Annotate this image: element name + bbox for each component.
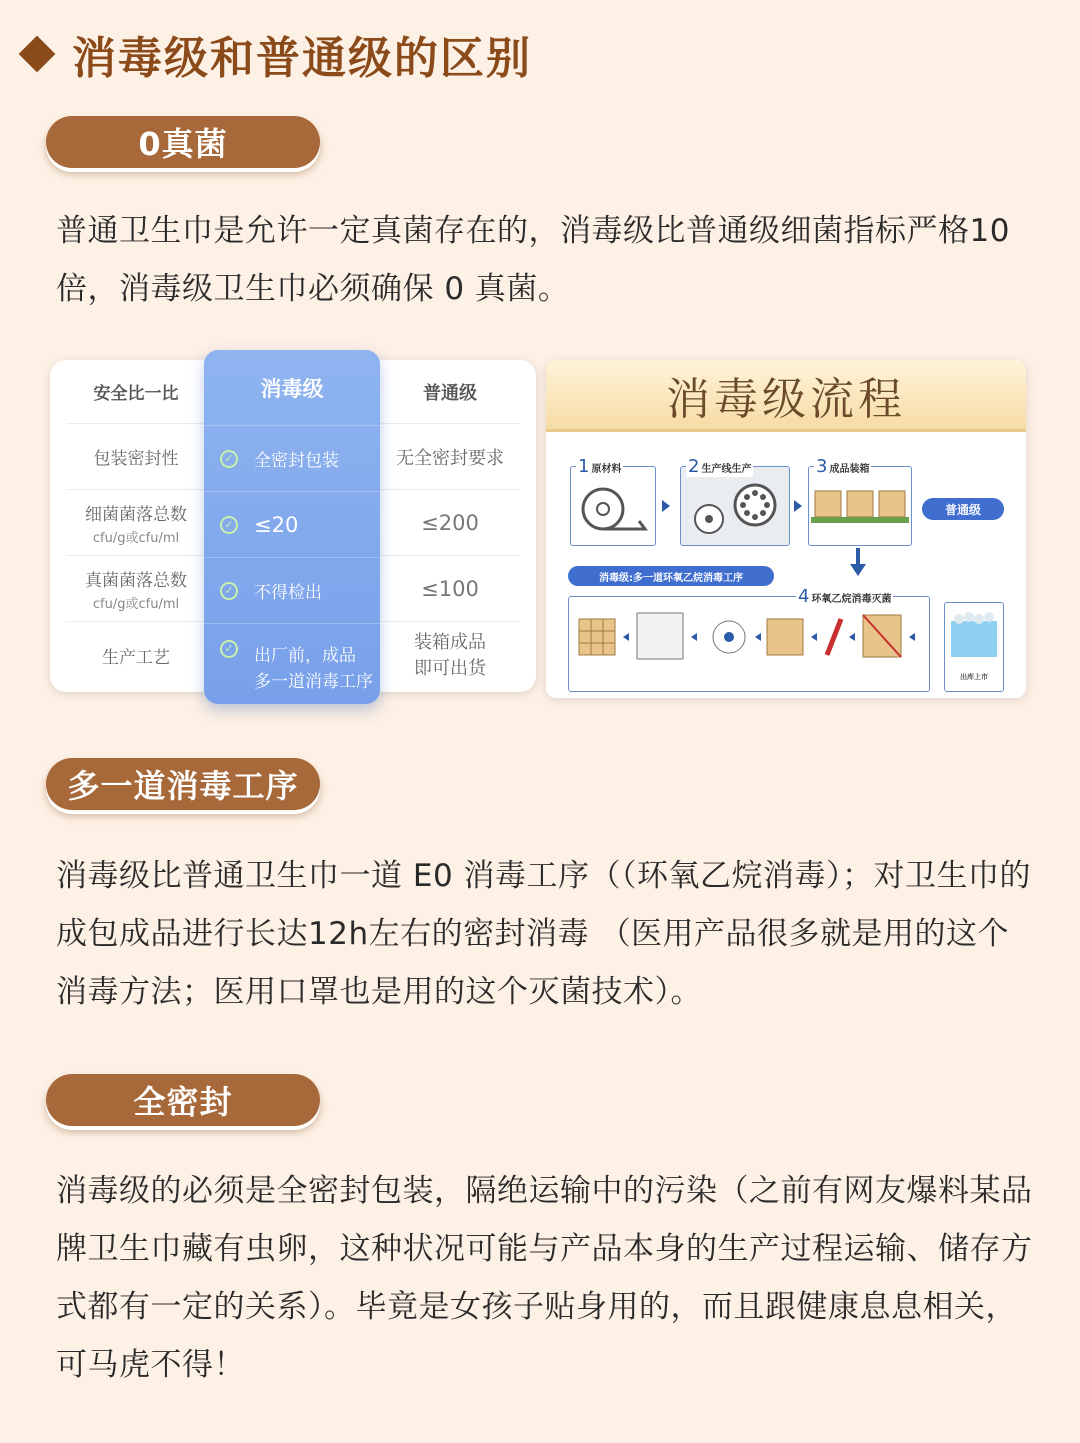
check-icon: ✓ bbox=[220, 516, 238, 534]
check-icon: ✓ bbox=[220, 450, 238, 468]
row-label-bacteria: 细菌菌落总数 cfu/g或cfu/ml bbox=[66, 490, 206, 556]
sterilize-process-icons bbox=[569, 597, 929, 691]
section-pill-fungi: 0真菌 bbox=[46, 116, 320, 168]
section-pill-seal: 全密封 bbox=[46, 1074, 320, 1126]
title-text: 消毒级和普通级的区别 bbox=[72, 33, 532, 84]
out-label: 出库上市 bbox=[960, 673, 988, 681]
step-1-label: 1 原材料 bbox=[578, 456, 622, 477]
step-3-label: 3 成品装箱 bbox=[816, 456, 870, 477]
paragraph-seal: 消毒级的必须是全密封包装，隔绝运输中的污染（之前有网友爆料某品牌卫生巾藏有虫卵，这种状况可能与产品本身的生产过程运输、储存方式都有一定的关系）。毕竟是女孩子贴身用的，而且跟健康息息相关，可马虎不得！ bbox=[56, 1173, 1033, 1383]
arrow-icon bbox=[794, 500, 802, 512]
paragraph-fungi: 普通卫生巾是允许一定真菌存在的，消毒级比普通级细菌指标严格10倍，消毒级卫生巾必须确保 0 真菌。 bbox=[56, 213, 1010, 307]
header-left: 安全比一比 bbox=[66, 360, 206, 424]
arrow-icon bbox=[662, 500, 670, 512]
roll-icon bbox=[571, 467, 655, 545]
machine-icon bbox=[681, 467, 789, 545]
check-icon: ✓ bbox=[220, 640, 238, 658]
step-4-label: 4 环氧乙烷消毒灭菌 bbox=[798, 586, 892, 607]
output-box bbox=[944, 602, 1004, 692]
step-4-box bbox=[568, 596, 930, 692]
comparison-normal-column bbox=[380, 360, 520, 690]
flow-title: 消毒级流程 bbox=[546, 360, 1026, 432]
process-flow-diagram bbox=[546, 360, 1026, 698]
header-right: 普通级 bbox=[380, 360, 520, 424]
sterile-process: ✓ 出厂前，成品 多一道消毒工序 bbox=[204, 624, 380, 714]
product-pack-icon bbox=[945, 603, 1003, 663]
normal-fungi: ≤100 bbox=[380, 556, 520, 622]
sterile-fungi: ✓ 不得检出 bbox=[204, 558, 380, 624]
boxes-icon bbox=[809, 467, 911, 545]
sterile-seal: ✓ 全密封包装 bbox=[204, 426, 380, 492]
row-label-seal: 包装密封性 bbox=[66, 424, 206, 490]
comparison-sterile-column bbox=[204, 350, 380, 704]
section-pill-process: 多一道消毒工序 bbox=[46, 758, 320, 810]
step-2-label: 2 生产线生产 bbox=[688, 456, 752, 477]
sterile-bacteria: ✓ ≤20 bbox=[204, 492, 380, 558]
step-2-box bbox=[680, 466, 790, 546]
normal-grade-badge: 普通级 bbox=[922, 498, 1004, 520]
normal-bacteria: ≤200 bbox=[380, 490, 520, 556]
sterile-grade-badge: 消毒级:多一道环氧乙烷消毒工序 bbox=[568, 566, 774, 586]
normal-seal: 无全密封要求 bbox=[380, 424, 520, 490]
page-title bbox=[18, 22, 532, 86]
step-3-box bbox=[808, 466, 912, 546]
row-label-fungi: 真菌菌落总数 cfu/g或cfu/ml bbox=[66, 556, 206, 622]
header-mid: 消毒级 bbox=[204, 350, 380, 426]
arrow-down-icon bbox=[850, 548, 866, 578]
normal-process: 装箱成品 即可出货 bbox=[414, 632, 486, 679]
paragraph-process: 消毒级比普通卫生巾一道 E0 消毒工序（（环氧乙烷消毒）；对卫生巾的成包成品进行长达12h左右的密封消毒 （医用产品很多就是用的这个消毒方法；医用口罩也是用的这个灭菌技术）。 bbox=[56, 858, 1032, 1010]
comparison-label-column bbox=[66, 360, 206, 688]
row-label-process: 生产工艺 bbox=[102, 647, 170, 668]
step-1-box bbox=[570, 466, 656, 546]
diamond-icon bbox=[19, 36, 56, 73]
check-icon: ✓ bbox=[220, 582, 238, 600]
